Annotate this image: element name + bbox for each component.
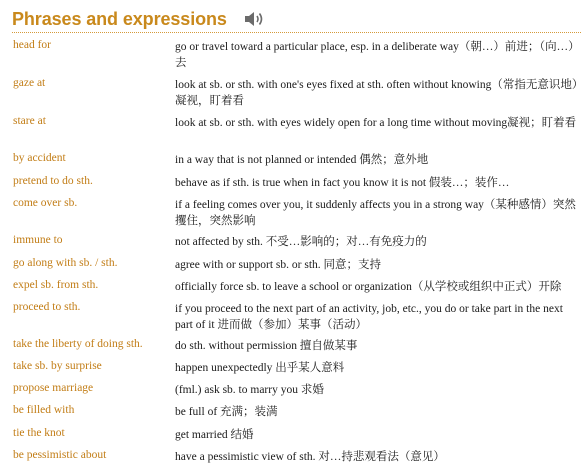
phrase-definition: agree with or support sb. or sth. 同意；支持 [175,259,382,271]
section-title: Phrases and expressions [12,8,227,29]
phrase-definition: if a feeling comes over you, it suddenly affects you in a strong way（某种感情）突然攫住，突然影响 [175,199,576,227]
phrase-term: propose marriage [13,382,94,394]
phrase-definition: happen unexpectedly 出乎某人意料 [175,362,345,374]
phrase-definition: officially force sb. to leave a school or organization（从学校或组织中正式）开除 [175,281,562,293]
phrase-definition: be full of 充满；装满 [175,406,278,418]
phrase-term: stare at [13,115,46,127]
phrase-term: by accident [13,152,66,164]
phrase-term: gaze at [13,77,46,89]
phrase-definition: look at sb. or sth. with one's eyes fixed at sth. often without knowing（常指无意识地）凝视，盯着看 [175,79,578,107]
phrase-term: head for [13,39,51,51]
phrase-definition: in a way that is not planned or intended 偶然；意外地 [175,154,429,166]
phrase-term: be filled with [13,404,75,416]
phrase-definition: look at sb. or sth. with eyes widely open for a long time without moving凝视；盯着看 [175,117,577,129]
phrase-term: go along with sb. / sth. [13,257,118,269]
phrase-term: proceed to sth. [13,301,81,313]
phrase-term: come over sb. [13,197,78,209]
phrase-definition: have a pessimistic view of sth. 对…持悲观看法（意见） [175,451,445,463]
phrase-definition: go or travel toward a particular place, esp. in a deliberate way（朝…）前进；（向…）去 [175,41,574,69]
phrase-term: be pessimistic about [13,449,107,461]
phrase-definition: (fml.) ask sb. to marry you 求婚 [175,384,324,396]
phrase-term: tie the knot [13,427,65,439]
phrase-definition: behave as if sth. is true when in fact you know it is not 假装…；装作… [175,177,510,189]
phrase-term: expel sb. from sth. [13,279,99,291]
phrase-definition: get married 结婚 [175,429,254,441]
phrase-term: immune to [13,234,63,246]
phrase-definition: if you proceed to the next part of an activity, job, etc., you do or take part in the next part of it 进而做（参加）某事（活动） [175,303,563,331]
phrase-term: take sb. by surprise [13,360,102,372]
phrase-definition: do sth. without permission 擅自做某事 [175,340,358,352]
phrase-term: pretend to do sth. [13,175,93,187]
phrase-definition: not affected by sth. 不受…影响的；对…有免疫力的 [175,236,427,248]
phrase-term: take the liberty of doing sth. [13,338,143,350]
